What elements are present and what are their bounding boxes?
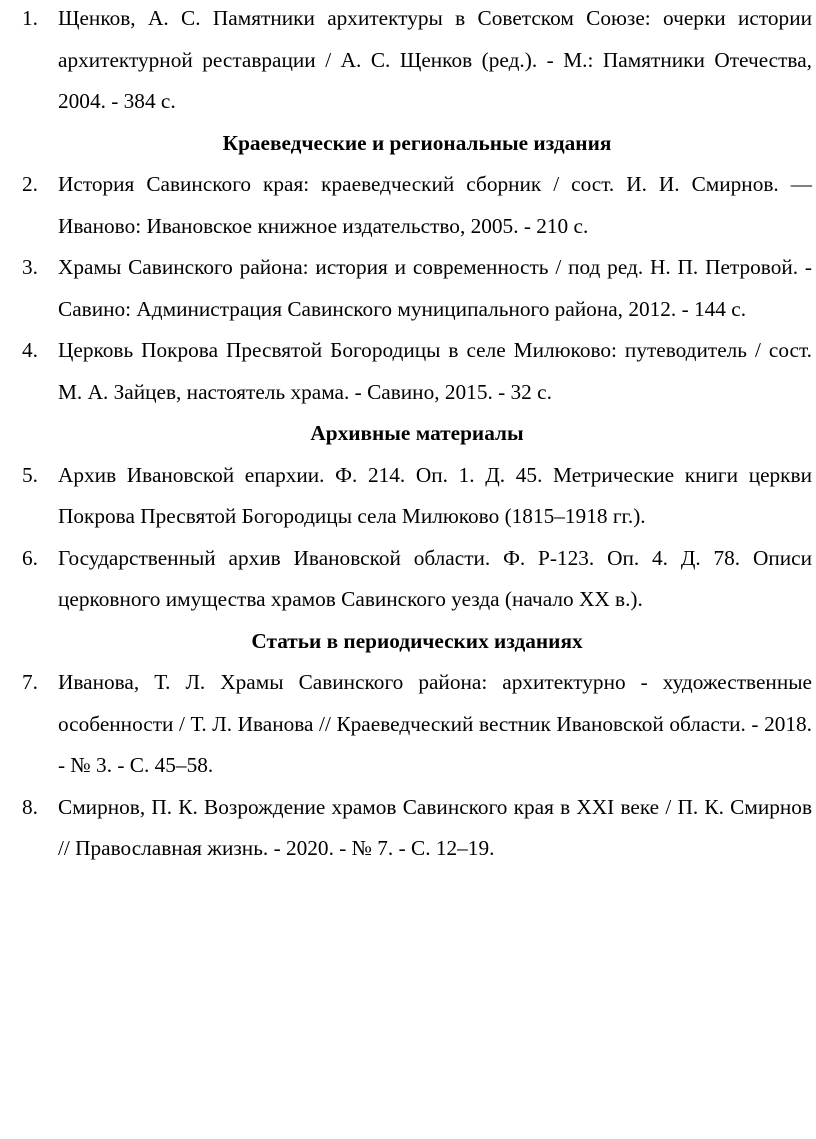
section-heading-regional: Краеведческие и региональные издания: [222, 130, 612, 155]
item-number: 2.: [22, 172, 38, 196]
section-heading-periodicals: Статьи в периодических изданиях: [251, 628, 583, 653]
item-text: Храмы Савинского района: история и современность / под ред. Н. П. Петровой. - Савино: Администрация Савинского муниципального района, 2012. - 144 с.: [58, 255, 812, 321]
bibliography-item: [22, 787, 812, 870]
bibliography-item: [22, 0, 812, 123]
section-heading-archival: Архивные материалы: [310, 421, 524, 445]
bibliography-item: [22, 247, 812, 330]
item-number: 5.: [22, 462, 38, 487]
item-number: 7.: [22, 670, 38, 694]
item-text: Церковь Покрова Пресвятой Богородицы в селе Милюково: путеводитель / сост. М. А. Зайцев, настоятель храма. - Савино, 2015. - 32 с.: [58, 338, 812, 404]
item-text: Архив Ивановской епархии. Ф. 214. Оп. 1. Д. 45. Метрические книги церкви Покрова Пресвятой Богородицы села Милюково (1815–1918 гг.).: [58, 462, 812, 528]
item-text: Щенков, А. С. Памятники архитектуры в Советском Союзе: очерки истории архитектурной реставрации / А. С. Щенков (ред.). - М.: Памятники Отечества, 2004. - 384 с.: [58, 6, 812, 113]
item-text: Смирнов, П. К. Возрождение храмов Савинского края в XXI веке / П. К. Смирнов // Православная жизнь. - 2020. - № 7. - С. 12–19.: [58, 794, 812, 860]
bibliography-item: [22, 455, 812, 538]
bibliography-item: [22, 662, 812, 787]
item-number: 1.: [22, 6, 38, 30]
item-text: Иванова, Т. Л. Храмы Савинского района: архитектурно - художественные особенности / Т. Л. Иванова // Краеведческий вестник Ивановской области. - 2018. - № 3. - С. 45–58.: [58, 670, 812, 777]
item-text: История Савинского края: краеведческий сборник / сост. И. И. Смирнов. — Иваново: Ивановское книжное издательство, 2005. - 210 с.: [58, 172, 812, 238]
bibliography-item: [22, 164, 812, 247]
item-number: 3.: [22, 255, 38, 279]
item-text: Государственный архив Ивановской области. Ф. Р-123. Оп. 4. Д. 78. Описи церковного имущества храмов Савинского уезда (начало XX в.).: [58, 545, 812, 611]
item-number: 6.: [22, 545, 38, 570]
bibliography-item: [22, 538, 812, 621]
bibliography-item: [22, 330, 812, 413]
item-number: 4.: [22, 338, 38, 362]
item-number: 8.: [22, 794, 38, 819]
